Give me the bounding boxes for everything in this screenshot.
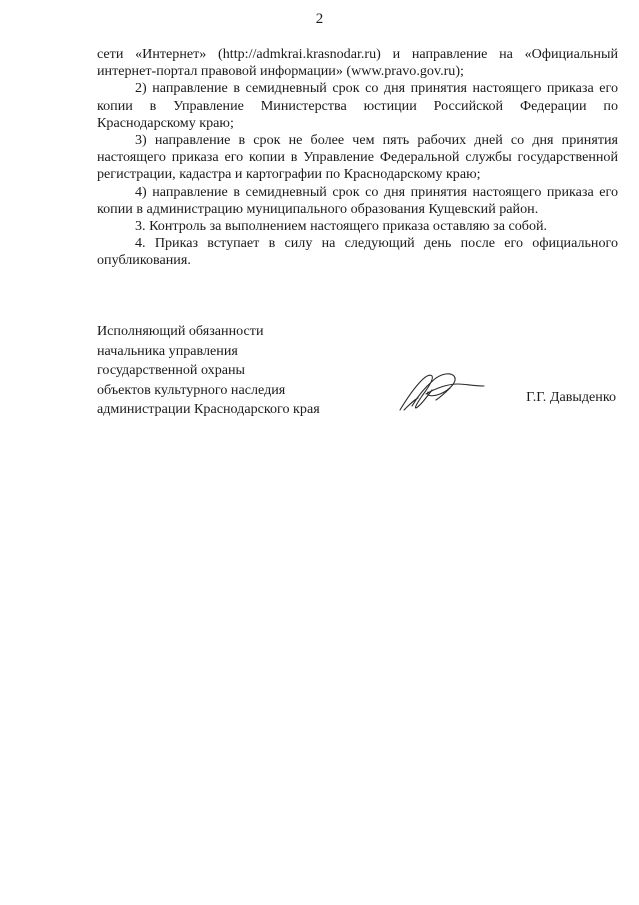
position-line-1: Исполняющий обязанности	[97, 323, 264, 339]
paragraph-3: 3) направление в срок не более чем пять рабочих дней со дня принятия настоящего приказа его копии в Управление Федеральной службы государственной регистрации, кадастра и картографии по Краснодарскому краю;	[97, 132, 618, 183]
handwritten-signature	[392, 366, 488, 414]
paragraph-6: 4. Приказ вступает в силу на следующий день после его официального опубликования.	[97, 235, 618, 269]
signatory-position	[97, 322, 320, 420]
page-number: 2	[315, 11, 324, 27]
document-body	[97, 46, 618, 270]
position-line-5: администрации Краснодарского края	[97, 401, 320, 418]
paragraph-4: 4) направление в семидневный срок со дня принятия настоящего приказа его копии в администрацию муниципального образования Кущевский район.	[97, 183, 618, 217]
position-line-2: начальника управления	[97, 342, 238, 359]
paragraph-5: 3. Контроль за выполнением настоящего приказа оставляю за собой.	[135, 218, 548, 235]
position-line-4: объектов культурного наследия	[97, 381, 286, 398]
position-line-3: государственной охраны	[97, 362, 246, 379]
paragraph-1: сети «Интернет» (http://admkrai.krasnodar.ru) и направление на «Официальный интернет-портал правовой информации» (www.pravo.gov.ru);	[97, 46, 618, 80]
paragraph-2: 2) направление в семидневный срок со дня принятия настоящего приказа его копии в Управление Министерства юстиции Российской Федерации по Краснодарскому краю;	[97, 80, 618, 131]
signatory-name: Г.Г. Давыденко	[526, 389, 616, 405]
